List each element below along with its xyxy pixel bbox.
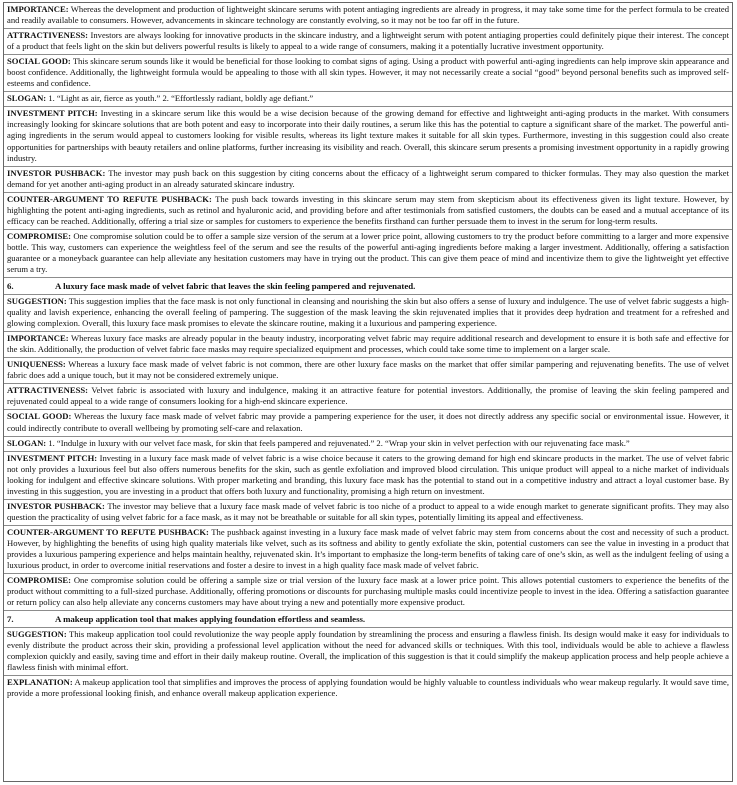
section-label: SLOGAN:: [7, 437, 47, 448]
section-label: SOCIAL GOOD:: [7, 56, 71, 67]
section-text: The push back towards investing in this skincare serum may stem from skepticism about its effectiveness given its light texture. However, by highlighting the potent anti-aging ingredients, such as retinol and hyaluronic acid, and providing before and after testimonials from satisfied customers, the doubts can be eased and a mutual acceptance of its efficacy can be reached. Additionally, offering a trial size or samples for customers to experience the benefits firsthand can further persuade them to invest in the serum for long-term results.: [7, 193, 729, 226]
section-text: Whereas the luxury face mask made of velvet fabric may provide a pampering experience for the user, it does not directly address any specific social or environmental issue. However, it could indirectly contribute to overall wellbeing by promoting self-care and relaxation.: [7, 411, 730, 433]
section-row: [4, 29, 732, 55]
item-title: A makeup application tool that makes applying foundation effortless and seamless.: [55, 614, 366, 625]
section-row: [4, 384, 732, 410]
section-text: This makeup application tool could revolutionize the way people apply foundation by streamlining the process and ensuring a flawless finish. Its design would make it easy for individuals to evenly distribute the product across their skin, providing a professional level application without the need for advanced skills or techniques. With this tool, individuals would be able to achieve a flawless complexion quickly and easily, saving time and effort in their daily makeup routine. Overall, the implication of this suggestion is that it could simplify the makeup application process and help people achieve a flawless finish with minimal effort.: [7, 629, 730, 673]
item-title: A luxury face mask made of velvet fabric that leaves the skin feeling pampered and rejuvenated.: [55, 281, 416, 292]
section-label: COUNTER-ARGUMENT TO REFUTE PUSHBACK:: [7, 526, 209, 537]
section-label: COMPROMISE:: [7, 230, 71, 241]
section-text: This suggestion implies that the face mask is not only functional in cleansing and nourishing the skin but also offers a sense of luxury and indulgence. The use of velvet fabric suggests a high-quality and lavish experience, enhancing the overall feeling of pampering. The suggestion of the mask leaving the skin rejuvenated implies that it provides deep hydration and treatment for a refreshed and glowing complexion. Overall, this luxury face mask promises to elevate the skincare routine, making it a luxurious and pampering experience.: [7, 296, 729, 329]
section-row: [4, 107, 732, 166]
section-label: ATTRACTIVENESS:: [7, 30, 89, 41]
section-text: The investor may push back on this suggestion by citing concerns about the efficacy of a lightweight serum compared to thicker formulas. They may also question the market demand for yet another anti-aging product in an already saturated skincare industry.: [7, 167, 730, 189]
section-text: One compromise solution could be to offer a sample size version of the serum at a lower price point, allowing customers to try the product before committing to a larger and more expensive bottle. This way, customers can experience the weightless feel of the serum and see the results of the powerful anti-aging ingredients before making a larger investment. Additionally, offering a satisfaction guarantee or a moneyback guarantee can help alleviate any hesitation customers may have in trying out the product. This can give them peace of mind and incentivize them to give the lightweight yet effective serum a try.: [7, 230, 729, 274]
section-row: [4, 628, 732, 676]
section-text: Whereas a luxury face mask made of velvet fabric is not common, there are other luxury face masks on the market that offer similar pampering and rejuvenating benefits. The use of velvet fabric does add a unique touch, but it may not be considered extremely unique.: [7, 359, 729, 381]
item-heading: [4, 611, 732, 628]
section-text: The pushback against investing in a luxury face mask made of velvet fabric may stem from concerns about the cost and necessity of such a product. However, by highlighting the benefits of using high quality materials like velvet, such as its softness and ability to gently exfoliate the skin, potential customers can see the value in investing in a product that provides a luxurious pampering experience and helps maintain healthy, rejuvenated skin. It’s important to emphasize the long-term benefits of taking care of one’s skin, as well as the indulgent feeling of using a luxurious product, in order to overcome initial reservations and foster a desire to invest in a high quality face mask made of velvet fabric.: [7, 526, 729, 571]
section-row: [4, 295, 732, 332]
section-text: This skincare serum sounds like it would be beneficial for those looking to combat signs of aging. Using a product with powerful anti-aging ingredients can help improve skin appearance and boost confidence. Additionally, the lightweight formula would be appealing to those with all skin types. However, it may not necessarily create a social “good” beyond personal benefits such as improved self-esteems and confidence.: [7, 56, 729, 89]
section-text: Whereas the development and production of lightweight skincare serums with potent antiaging ingredients are already in progress, it may take some time for the perfect formula to be created and readily available to consumers. However, advancements in skincare technology are constantly evolving, so it may not be too far off in the future.: [7, 4, 729, 26]
section-row: [4, 3, 732, 29]
section-row: [4, 230, 732, 278]
section-text: A makeup application tool that simplifies and improves the process of applying foundation would be highly valuable to countless individuals who wear makeup regularly. It would save time, provide a more professional looking finish, and enhance overall makeup application experience.: [7, 677, 729, 699]
section-text: One compromise solution could be offering a sample size or trial version of the luxury face mask at a lower price point. This allows potential customers to experience the benefits of the product without committing to a full-sized purchase. Additionally, offering promotions or discounts for purchasing multiple masks could incentivize people to invest in the idea. Offering a satisfaction guarantee or return policy can also help alleviate any concerns customers may have about trying a new and potentially more expensive product.: [7, 575, 729, 608]
item-heading: [4, 278, 732, 295]
section-label: ATTRACTIVENESS:: [7, 385, 89, 396]
section-label: INVESTOR PUSHBACK:: [7, 167, 106, 178]
section-row: [4, 55, 732, 92]
section-text: Velvet fabric is associated with luxury and indulgence, making it an attractive feature for potential investors. Additionally, the promise of leaving the skin feeling pampered and rejuvenated could appeal to a wide range of consumers looking for a high-end skincare experience.: [7, 385, 729, 407]
section-label: SUGGESTION:: [7, 629, 67, 640]
section-text: Investors are always looking for innovative products in the skincare industry, and a lightweight serum with potent antiaging properties could definitely pique their interest. The concept of a product that feels light on the skin but delivers powerful results is likely to appeal to a wide range of consumers, making it a potentially lucrative investment opportunity.: [7, 30, 729, 52]
section-row: [4, 452, 732, 500]
item-number: 6.: [7, 281, 14, 292]
section-label: COUNTER-ARGUMENT TO REFUTE PUSHBACK:: [7, 193, 212, 204]
section-row: [4, 167, 732, 193]
section-label: INVESTMENT PITCH:: [7, 452, 98, 463]
section-label: INVESTOR PUSHBACK:: [7, 500, 105, 511]
item-number: 7.: [7, 614, 14, 625]
section-row: [4, 193, 732, 230]
document-table: [3, 2, 733, 782]
section-label: EXPLANATION:: [7, 677, 73, 688]
section-text: The investor may believe that a luxury face mask made of velvet fabric is too niche of a product to appeal to a wide enough market to generate significant profits. They may also question the practicality of using velvet fabric for a face mask, as it may not be breathable or suitable for all skin types, potentially limiting its appeal and effectiveness.: [7, 500, 729, 522]
section-row: [4, 574, 732, 611]
section-row: [4, 437, 732, 452]
section-text: Investing in a skincare serum like this would be a wise decision because of the growing demand for effective and lightweight anti-aging products in the market. With consumers increasingly looking for skincare solutions that are both potent and easy to incorporate into their daily routines, a serum like this has the potential to capture a significant share of the market. The powerful anti-aging ingredients in the serum would appeal to customers looking for visible results, whereas its light texture makes it suitable for all skin types. Furthermore, investing in this suggestion could also create opportunities for partnerships with beauty retailers and online platforms, further increasing its visibility and reach. Overall, this skincare serum presents a promising investment opportunity in a rapidly growing industry.: [7, 108, 729, 163]
section-label: SUGGESTION:: [7, 296, 67, 307]
section-row: [4, 92, 732, 107]
section-row: [4, 332, 732, 358]
section-row: [4, 500, 732, 526]
section-row: [4, 358, 732, 384]
section-label: IMPORTANCE:: [7, 333, 69, 344]
section-label: COMPROMISE:: [7, 575, 71, 586]
section-label: UNIQUENESS:: [7, 359, 66, 370]
section-label: IMPORTANCE:: [7, 4, 69, 14]
section-row: [4, 526, 732, 574]
section-label: INVESTMENT PITCH:: [7, 108, 98, 119]
section-text: 1. “Indulge in luxury with our velvet face mask, for skin that feels pampered and rejuvenated.” 2. “Wrap your skin in velvet perfection with our rejuvenating face mask.”: [48, 437, 630, 448]
section-text: Investing in a luxury face mask made of velvet fabric is a wise choice because it caters to the growing demand for high end skincare products in the market. The use of velvet fabric not only provides a luxurious feel but also offers numerous benefits for the skin, such as gentle exfoliation and improved blood circulation. This unique product will appeal to a niche market of individuals looking for indulgent and effective skincare solutions. With proper marketing and branding, this luxury face mask has the potential to stand out in a competitive industry and attract a loyal customer base. By investing in this suggestion, you are investing in a product that offers both luxury and functionality, promising a high return on investment.: [7, 452, 730, 496]
section-row: [4, 410, 732, 436]
section-text: 1. “Light as air, fierce as youth.” 2. “Effortlessly radiant, boldly age defiant.”: [48, 93, 314, 104]
section-label: SLOGAN:: [7, 93, 47, 104]
section-text: Whereas luxury face masks are already popular in the beauty industry, incorporating velvet fabric may require additional research and development to ensure it is both safe and effective for the skin. Additionally, the production of velvet fabric face masks may require specialized equipment and processes, which could take some time to implement on a larger scale.: [7, 333, 729, 355]
section-row: [4, 676, 732, 701]
section-label: SOCIAL GOOD:: [7, 411, 72, 422]
